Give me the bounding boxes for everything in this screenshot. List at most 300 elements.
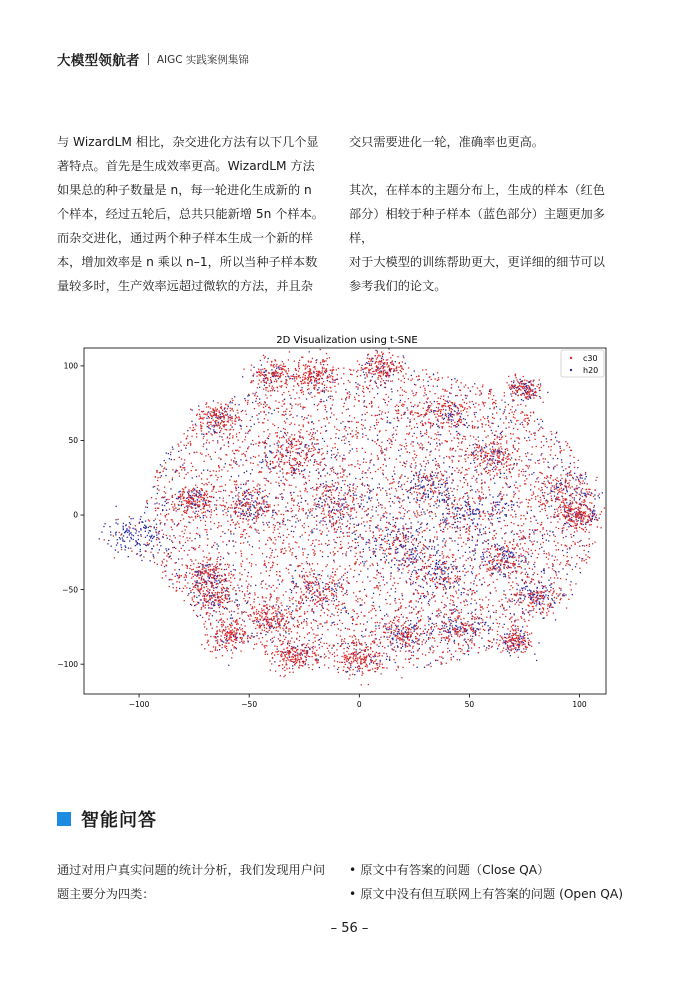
data-point (509, 589, 510, 590)
data-point (499, 521, 500, 522)
data-point (228, 567, 229, 568)
data-point (422, 447, 423, 448)
data-point (308, 647, 309, 648)
data-point (307, 634, 308, 635)
data-point (529, 440, 530, 441)
data-point (157, 488, 158, 489)
data-point (413, 664, 414, 665)
data-point (505, 540, 506, 541)
data-point (162, 530, 163, 531)
data-point (348, 441, 349, 442)
data-point (324, 504, 325, 505)
data-point (421, 512, 422, 513)
data-point (147, 503, 148, 504)
data-point (416, 376, 417, 377)
data-point (484, 418, 485, 419)
data-point (435, 584, 436, 585)
left-line: 量较多时，生产效率远超过微软的方法，并且杂 (57, 279, 313, 293)
data-point (390, 534, 391, 535)
data-point (504, 402, 505, 403)
data-point (457, 578, 458, 579)
data-point (409, 612, 410, 613)
data-point (376, 419, 377, 420)
data-point (588, 551, 589, 552)
data-point (359, 468, 360, 469)
data-point (537, 529, 538, 530)
data-point (392, 476, 393, 477)
data-point (343, 536, 344, 537)
data-point (414, 450, 415, 451)
data-point (580, 477, 581, 478)
data-point (279, 485, 280, 486)
data-point (556, 549, 557, 550)
data-point (365, 628, 366, 629)
data-point (406, 426, 407, 427)
data-point (515, 410, 516, 411)
data-point (458, 438, 459, 439)
data-point (229, 564, 230, 565)
data-point (454, 513, 455, 514)
data-point (510, 409, 511, 410)
data-point (436, 461, 437, 462)
data-point (295, 608, 296, 609)
data-point (400, 534, 401, 535)
data-point (498, 469, 499, 470)
data-point (355, 561, 356, 562)
data-point (300, 491, 301, 492)
data-point (515, 424, 516, 425)
data-point (307, 491, 308, 492)
data-point (298, 547, 299, 548)
data-point (386, 495, 387, 496)
data-point (434, 433, 435, 434)
data-point (178, 444, 179, 445)
data-point (346, 430, 347, 431)
data-point (279, 386, 280, 387)
data-point (567, 556, 568, 557)
data-point (219, 436, 220, 437)
data-point (496, 619, 497, 620)
data-point (434, 640, 435, 641)
data-point (423, 511, 424, 512)
data-point (444, 502, 445, 503)
data-point (349, 415, 350, 416)
data-point (269, 433, 270, 434)
data-point (369, 462, 370, 463)
data-point (358, 422, 359, 423)
data-point (363, 458, 364, 459)
data-point (548, 540, 549, 541)
data-point (154, 503, 155, 504)
data-point (364, 661, 365, 662)
data-point (423, 447, 424, 448)
data-point (341, 378, 342, 379)
data-point (444, 604, 445, 605)
data-point (305, 586, 306, 587)
data-point (340, 544, 341, 545)
data-point (513, 416, 514, 417)
data-point (293, 501, 294, 502)
data-point (371, 406, 372, 407)
data-point (491, 443, 492, 444)
data-point (202, 582, 203, 583)
data-point (255, 500, 256, 501)
data-point (450, 516, 451, 517)
data-point (417, 617, 418, 618)
data-point (413, 441, 414, 442)
data-point (576, 528, 577, 529)
data-point (403, 369, 404, 370)
data-point (471, 519, 472, 520)
data-point (333, 399, 334, 400)
data-point (278, 427, 279, 428)
data-point (579, 541, 580, 542)
data-point (283, 392, 284, 393)
data-point (390, 498, 391, 499)
data-point (222, 580, 223, 581)
data-point (472, 593, 473, 594)
data-point (409, 605, 410, 606)
data-point (532, 569, 533, 570)
data-point (386, 603, 387, 604)
data-point (420, 619, 421, 620)
data-point (561, 478, 562, 479)
data-point (331, 492, 332, 493)
data-point (196, 433, 197, 434)
data-point (377, 487, 378, 488)
data-point (523, 530, 524, 531)
data-point (540, 604, 541, 605)
data-point (528, 420, 529, 421)
data-point (269, 493, 270, 494)
data-point (355, 542, 356, 543)
data-point (263, 580, 264, 581)
data-point (492, 413, 493, 414)
data-point (378, 572, 379, 573)
header-divider (148, 53, 149, 65)
data-point (260, 411, 261, 412)
data-point (302, 600, 303, 601)
data-point (396, 669, 397, 670)
data-point (447, 651, 448, 652)
data-point (541, 441, 542, 442)
data-point (439, 455, 440, 456)
data-point (322, 390, 323, 391)
data-point (324, 392, 325, 393)
data-point (300, 606, 301, 607)
data-point (423, 395, 424, 396)
data-point (548, 567, 549, 568)
data-point (531, 550, 532, 551)
data-point (541, 547, 542, 548)
data-point (506, 478, 507, 479)
data-point (403, 560, 404, 561)
data-point (376, 585, 377, 586)
data-point (474, 414, 475, 415)
data-point (583, 529, 584, 530)
data-point (552, 566, 553, 567)
data-point (376, 495, 377, 496)
data-point (396, 413, 397, 414)
data-point (550, 516, 551, 517)
data-point (244, 398, 245, 399)
data-point (164, 491, 165, 492)
data-point (279, 523, 280, 524)
data-point (380, 520, 381, 521)
data-point (487, 473, 488, 474)
data-point (379, 585, 380, 586)
data-point (304, 653, 305, 654)
data-point (375, 628, 376, 629)
data-point (490, 393, 491, 394)
data-point (475, 545, 476, 546)
data-point (390, 505, 391, 506)
data-point (428, 664, 429, 665)
data-point (218, 545, 219, 546)
data-point (343, 503, 344, 504)
data-point (523, 515, 524, 516)
data-point (496, 579, 497, 580)
data-point (273, 585, 274, 586)
data-point (369, 486, 370, 487)
data-point (429, 634, 430, 635)
data-point (393, 517, 394, 518)
data-point (356, 448, 357, 449)
data-point (414, 433, 415, 434)
data-point (512, 530, 513, 531)
data-point (354, 570, 355, 571)
data-point (242, 521, 243, 522)
data-point (424, 667, 425, 668)
data-point (491, 430, 492, 431)
data-point (531, 434, 532, 435)
data-point (362, 599, 363, 600)
data-point (383, 667, 384, 668)
data-point (583, 493, 584, 494)
data-point (229, 464, 230, 465)
data-point (371, 453, 372, 454)
data-point (474, 645, 475, 646)
data-point (223, 558, 224, 559)
data-point (280, 627, 281, 628)
data-point (437, 660, 438, 661)
data-point (386, 448, 387, 449)
data-point (322, 646, 323, 647)
data-point (474, 383, 475, 384)
data-point (551, 446, 552, 447)
data-point (333, 622, 334, 623)
data-point (418, 620, 419, 621)
data-point (282, 394, 283, 395)
data-point (328, 540, 329, 541)
data-point (461, 594, 462, 595)
data-point (527, 452, 528, 453)
tsne-figure (50, 328, 620, 718)
data-point (270, 567, 271, 568)
data-point (377, 440, 378, 441)
data-point (238, 440, 239, 441)
data-point (227, 408, 228, 409)
data-point (533, 564, 534, 565)
data-point (581, 558, 582, 559)
data-point (351, 421, 352, 422)
data-point (239, 527, 240, 528)
data-point (295, 521, 296, 522)
data-point (299, 435, 300, 436)
data-point (411, 412, 412, 413)
data-point (414, 404, 415, 405)
data-point (505, 616, 506, 617)
data-point (294, 626, 295, 627)
data-point (283, 436, 284, 437)
data-point (391, 588, 392, 589)
data-point (565, 441, 566, 442)
data-point (347, 536, 348, 537)
data-point (437, 616, 438, 617)
data-point (518, 474, 519, 475)
data-point (354, 530, 355, 531)
data-point (398, 619, 399, 620)
data-point (343, 575, 344, 576)
data-point (162, 561, 163, 562)
data-point (369, 429, 370, 430)
data-point (454, 586, 455, 587)
data-point (378, 457, 379, 458)
data-point (210, 475, 211, 476)
data-point (488, 604, 489, 605)
data-point (326, 643, 327, 644)
data-point (252, 546, 253, 547)
data-point (266, 645, 267, 646)
data-point (276, 587, 277, 588)
data-point (164, 505, 165, 506)
data-point (281, 385, 282, 386)
data-point (430, 451, 431, 452)
data-point (559, 441, 560, 442)
data-point (467, 590, 468, 591)
data-point (250, 585, 251, 586)
data-point (521, 525, 522, 526)
data-point (510, 464, 511, 465)
data-point (294, 398, 295, 399)
data-point (255, 585, 256, 586)
data-point (153, 486, 154, 487)
data-point (315, 498, 316, 499)
data-point (388, 401, 389, 402)
data-point (254, 594, 255, 595)
data-point (450, 599, 451, 600)
data-point (512, 598, 513, 599)
data-point (199, 535, 200, 536)
data-point (380, 642, 381, 643)
data-point (331, 373, 332, 374)
data-point (474, 426, 475, 427)
data-point (263, 524, 264, 525)
data-point (550, 431, 551, 432)
data-point (489, 391, 490, 392)
data-point (308, 385, 309, 386)
data-point (245, 484, 246, 485)
data-point (337, 449, 338, 450)
data-point (277, 391, 278, 392)
data-point (332, 568, 333, 569)
data-point (269, 537, 270, 538)
data-point (585, 472, 586, 473)
data-point (453, 561, 454, 562)
data-point (327, 575, 328, 576)
data-point (518, 585, 519, 586)
data-point (379, 594, 380, 595)
data-point (481, 459, 482, 460)
data-point (159, 520, 160, 521)
data-point (415, 467, 416, 468)
data-point (529, 568, 530, 569)
data-point (428, 385, 429, 386)
data-point (330, 616, 331, 617)
data-point (407, 410, 408, 411)
data-point (556, 527, 557, 528)
data-point (242, 513, 243, 514)
data-point (257, 503, 258, 504)
data-point (338, 368, 339, 369)
data-point (394, 617, 395, 618)
data-point (231, 476, 232, 477)
data-point (485, 424, 486, 425)
data-point (247, 635, 248, 636)
data-point (271, 413, 272, 414)
data-point (365, 406, 366, 407)
data-point (365, 531, 366, 532)
data-point (395, 406, 396, 407)
data-point (457, 446, 458, 447)
data-point (367, 649, 368, 650)
data-point (398, 666, 399, 667)
data-point (357, 601, 358, 602)
data-point (340, 423, 341, 424)
data-point (428, 442, 429, 443)
data-point (546, 487, 547, 488)
data-point (402, 395, 403, 396)
data-point (253, 463, 254, 464)
data-point (495, 509, 496, 510)
data-point (503, 422, 504, 423)
data-point (258, 455, 259, 456)
data-point (368, 388, 369, 389)
data-point (501, 451, 502, 452)
data-point (365, 414, 366, 415)
data-point (374, 587, 375, 588)
data-point (413, 395, 414, 396)
data-point (472, 573, 473, 574)
data-point (463, 592, 464, 593)
data-point (196, 533, 197, 534)
data-point (357, 387, 358, 388)
data-point (589, 544, 590, 545)
data-point (400, 606, 401, 607)
data-point (194, 596, 195, 597)
data-point (314, 546, 315, 547)
data-point (542, 492, 543, 493)
data-point (186, 587, 187, 588)
data-point (337, 473, 338, 474)
data-point (435, 477, 436, 478)
data-point (347, 532, 348, 533)
data-point (249, 597, 250, 598)
data-point (287, 617, 288, 618)
data-point (454, 643, 455, 644)
data-point (413, 511, 414, 512)
data-point (340, 541, 341, 542)
